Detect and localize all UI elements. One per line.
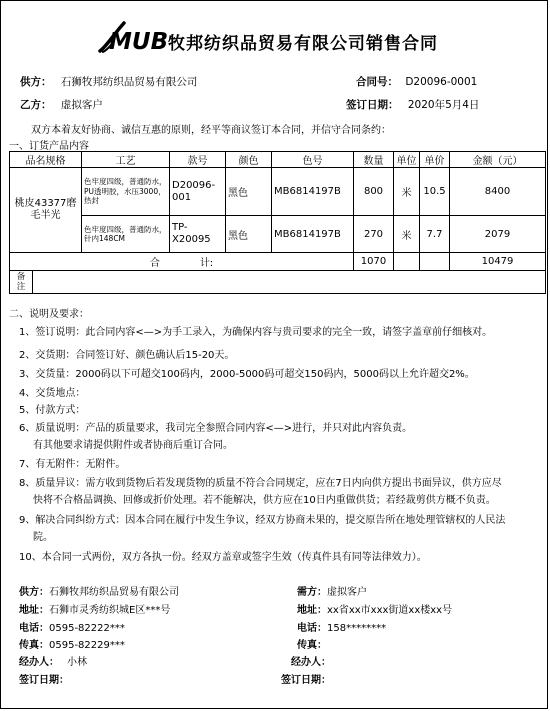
footer-supplier-fax	[19, 636, 125, 651]
goods-table	[9, 151, 546, 294]
total-amount-cell: 10479	[450, 253, 546, 271]
table-header-row	[10, 152, 546, 168]
footer-supplier	[19, 583, 179, 598]
footer-address-value: 石狮市灵秀纺织城E区***号	[49, 605, 171, 616]
col-header: 工艺	[82, 152, 170, 168]
footer-fax-label: 传真：	[19, 640, 49, 651]
sign-date-row	[346, 97, 479, 112]
footer-agent-label: 经办人：	[19, 657, 59, 668]
process-cell: 色牢度四级，普通防水，PU透明胶，水压3000，热封	[82, 168, 170, 216]
footer-buyer-label: 需方：	[297, 587, 327, 598]
amount-cell: 8400	[450, 168, 546, 216]
supplier-row	[20, 74, 197, 89]
footer-buyer-address-label: 地址：	[297, 605, 327, 616]
clause-9-continued: 院。	[33, 532, 53, 543]
contract-no: D20096-0001	[405, 76, 478, 88]
clause-8: 8、质量异议：需方收到货物后若发现货物的质量不符合合同规定，应在7日内向供方提出书面异议，供方应尽	[19, 478, 502, 489]
clause-2: 2、交货期：合同签订好、颜色确认后15-20天。	[19, 350, 235, 361]
document-title: 牧邦纺织品贸易有限公司销售合同	[168, 34, 438, 54]
product-name-cell: 桃皮43377磨毛半光	[10, 168, 82, 253]
company-logo	[97, 21, 169, 55]
empty-cell	[420, 253, 450, 271]
remark-cell	[10, 271, 546, 294]
col-header: 金额（元）	[450, 152, 546, 168]
section-2-heading: 二、说明及要求：	[9, 309, 89, 320]
price-cell: 10.5	[420, 168, 450, 216]
footer-fax-value: 0595-82229***	[49, 640, 125, 651]
supplier-name: 石狮牧邦纺织品贸易有限公司	[60, 76, 198, 88]
contract-no-label: 合同号：	[356, 76, 398, 88]
header	[1, 21, 547, 57]
supplier-label: 供方：	[20, 76, 52, 88]
footer-agent-value: 小林	[67, 657, 87, 668]
buyer-row	[20, 97, 103, 112]
total-qty-cell: 1070	[354, 253, 394, 271]
clause-1: 1、签订说明：此合同内容<—>为手工录入，为确保内容与贵司要求的完全一致，请签字盖章前仔细核对。	[19, 327, 493, 338]
footer-supplier-label: 供方：	[19, 587, 49, 598]
color-cell: 黑色	[226, 168, 272, 216]
color-cell: 黑色	[226, 216, 272, 253]
footer-buyer	[297, 583, 367, 598]
total-label-part2: 计:	[199, 258, 214, 269]
buyer-name: 虚拟客户	[60, 99, 103, 111]
buyer-label: 乙方：	[20, 99, 52, 111]
footer-supplier-date	[19, 671, 69, 686]
footer-buyer-date-label: 签订日期：	[281, 675, 331, 686]
style-no-cell: TP-X20095	[170, 216, 226, 253]
process-cell: 色牢度四级，普通防水，针内148CM	[82, 216, 170, 253]
total-label-cell	[10, 253, 354, 271]
price-cell: 7.7	[420, 216, 450, 253]
footer-phone-label: 电话：	[19, 623, 49, 634]
footer-buyer-fax-label: 传真：	[297, 640, 327, 651]
empty-cell	[394, 253, 420, 271]
footer-supplier-phone	[19, 619, 125, 634]
clause-10: 10、本合同一式两份，双方各执一份。经双方盖章或签字生效（传真件具有同等法律效力）。	[19, 552, 427, 563]
footer-buyer-phone-label: 电话：	[297, 623, 327, 634]
footer-date-label: 签订日期：	[19, 675, 69, 686]
sign-date: 2020年5月4日	[407, 99, 480, 111]
col-header: 单位	[394, 152, 420, 168]
col-header: 颜色	[226, 152, 272, 168]
logo-text: MUB	[109, 29, 169, 55]
footer-supplier-agent	[19, 653, 87, 668]
footer-buyer-address	[297, 601, 452, 616]
section-1-heading: 一、订货产品内容	[9, 141, 89, 152]
col-header: 单价	[420, 152, 450, 168]
remark-row	[10, 271, 546, 294]
footer-buyer-phone-value: 158********	[327, 623, 387, 634]
col-header: 数量	[354, 152, 394, 168]
intro-text: 双方本着友好协商、诚信互惠的原则，经平等商议签订本合同，并信守合同条约：	[31, 125, 391, 136]
clause-4: 4、交货地点：	[19, 388, 86, 399]
footer-buyer-agent	[291, 653, 331, 668]
clause-7: 7、有无附件：无附件。	[19, 459, 126, 470]
qty-cell: 270	[354, 216, 394, 253]
footer-buyer-agent-label: 经办人：	[291, 657, 331, 668]
sign-date-label: 签订日期：	[346, 99, 399, 111]
footer-address-label: 地址：	[19, 605, 49, 616]
color-no-cell: MB6814197B	[272, 216, 354, 253]
footer-buyer-value: 虚拟客户	[327, 587, 367, 598]
remark-label: 备注	[16, 272, 26, 292]
clause-6-continued: 有其他要求请提供附件或者协商后重订合同。	[33, 440, 233, 451]
style-no-cell: D20096-001	[170, 168, 226, 216]
footer-buyer-fax	[297, 636, 327, 651]
table-row	[10, 168, 546, 216]
amount-cell: 2079	[450, 216, 546, 253]
footer-supplier-address	[19, 601, 170, 616]
total-label-part1: 合	[149, 258, 160, 269]
table-row	[10, 216, 546, 253]
col-header: 色号	[272, 152, 354, 168]
footer-phone-value: 0595-82222***	[49, 623, 125, 634]
clause-6: 6、质量说明：产品的质量要求，我司完全参照合同内容<—>进行，并只对此内容负责。	[19, 423, 413, 434]
footer-buyer-phone	[297, 619, 386, 634]
color-no-cell: MB6814197B	[272, 168, 354, 216]
total-row	[10, 253, 546, 271]
clause-5: 5、付款方式：	[19, 405, 86, 416]
contract-no-row	[356, 74, 477, 89]
unit-cell: 米	[394, 168, 420, 216]
footer-buyer-date	[281, 671, 331, 686]
qty-cell: 800	[354, 168, 394, 216]
footer-buyer-address-value: xx省xx市xxx街道xx楼xx号	[327, 605, 453, 616]
unit-cell: 米	[394, 216, 420, 253]
clause-8-continued: 快将不合格品调换、回修或折价处理。若不能解决，供方应在10日内重做供货；若经裁剪供方概不负责。	[33, 495, 496, 506]
clause-9: 9、解决合同纠纷方式：因本合同在履行中发生争议，经双方协商未果的，提交原告所在地处理管辖权的人民法	[19, 515, 506, 526]
col-header: 品名规格	[10, 152, 82, 168]
col-header: 款号	[170, 152, 226, 168]
footer-supplier-value: 石狮牧邦纺织品贸易有限公司	[49, 587, 179, 598]
clause-3: 3、交货量：2000码以下可超交100码内，2000-5000码可超交150码内，5000码以上允许超交2%。	[19, 369, 475, 380]
